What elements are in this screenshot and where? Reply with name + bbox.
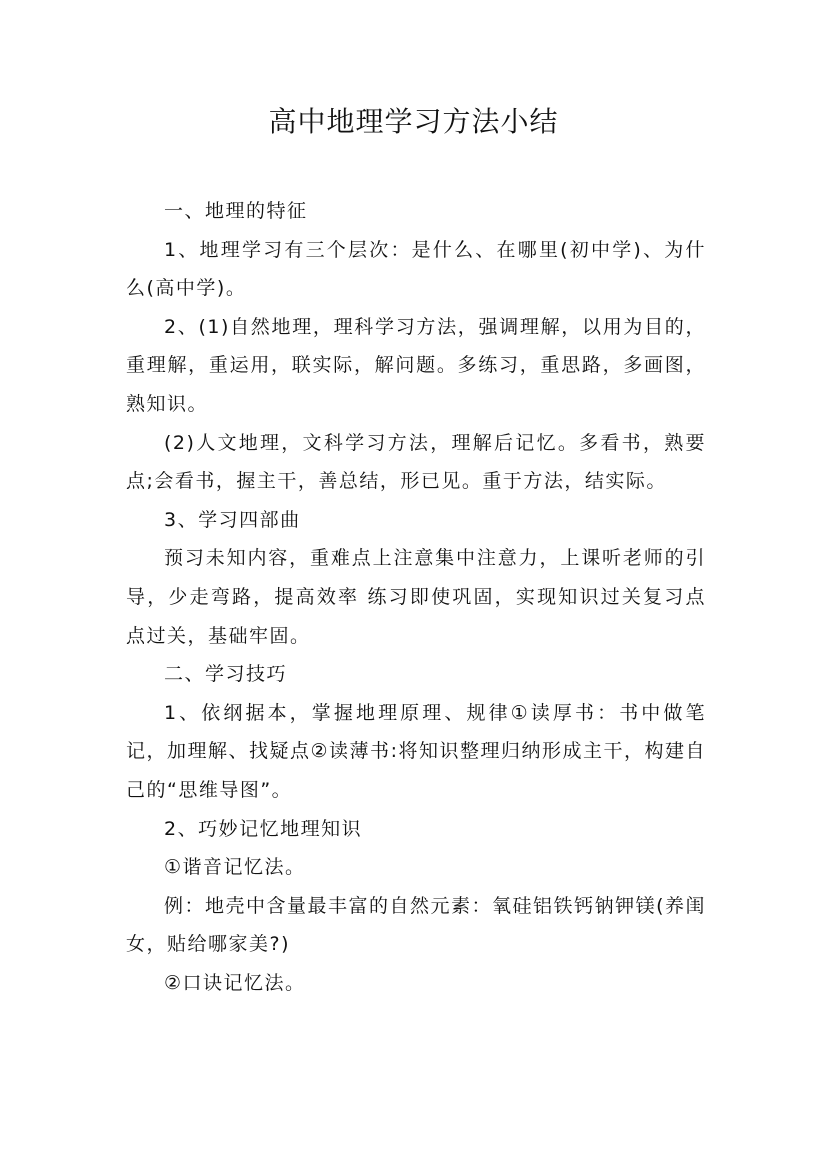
paragraph-example: 例：地壳中含量最丰富的自然元素：氧硅铝铁钙钠钾镁(养闺女，贴给哪家美?) <box>126 894 706 956</box>
section-heading-1: 一、地理的特征 <box>164 200 308 222</box>
subheading-memory: 2、巧妙记忆地理知识 <box>164 817 363 840</box>
document-title: 高中地理学习方法小结 <box>268 105 559 138</box>
paragraph-rhyme-method: ②口诀记忆法。 <box>164 971 306 994</box>
paragraph-natural-geography: 2、(1)自然地理，理科学习方法，强调理解，以用为目的， 重理解，重运用，联实际，解问题。多练习，重思路，多画图，熟知识。 <box>126 315 706 415</box>
paragraph-reading-methods: 1、依纲据本，掌握地理原理、规律①读厚书：书中做笔记，加理解、找疑点②读薄书:将知识整理归纳形成主干，构建自己的“思维导图”。 <box>126 701 706 801</box>
paragraph-human-geography: (2)人文地理，文科学习方法，理解后记忆。多看书，熟要点;会看书，握主干，善总结，形已见。重于方法，结实际。 <box>126 431 706 493</box>
paragraph-four-steps: 预习未知内容，重难点上注意集中注意力，上课听老师的引导，少走弯路，提高效率 练习即使巩固，实现知识过关复习点点过关，基础牢固。 <box>126 547 706 647</box>
subheading-four-steps: 3、学习四部曲 <box>164 508 301 531</box>
document-body <box>126 192 706 1002</box>
section-heading-2: 二、学习技巧 <box>164 663 288 686</box>
paragraph-learning-levels: 1、地理学习有三个层次：是什么、在哪里(初中学)、为什么(高中学)。 <box>126 238 706 300</box>
paragraph-homophone-method: ①谐音记忆法。 <box>164 856 306 879</box>
